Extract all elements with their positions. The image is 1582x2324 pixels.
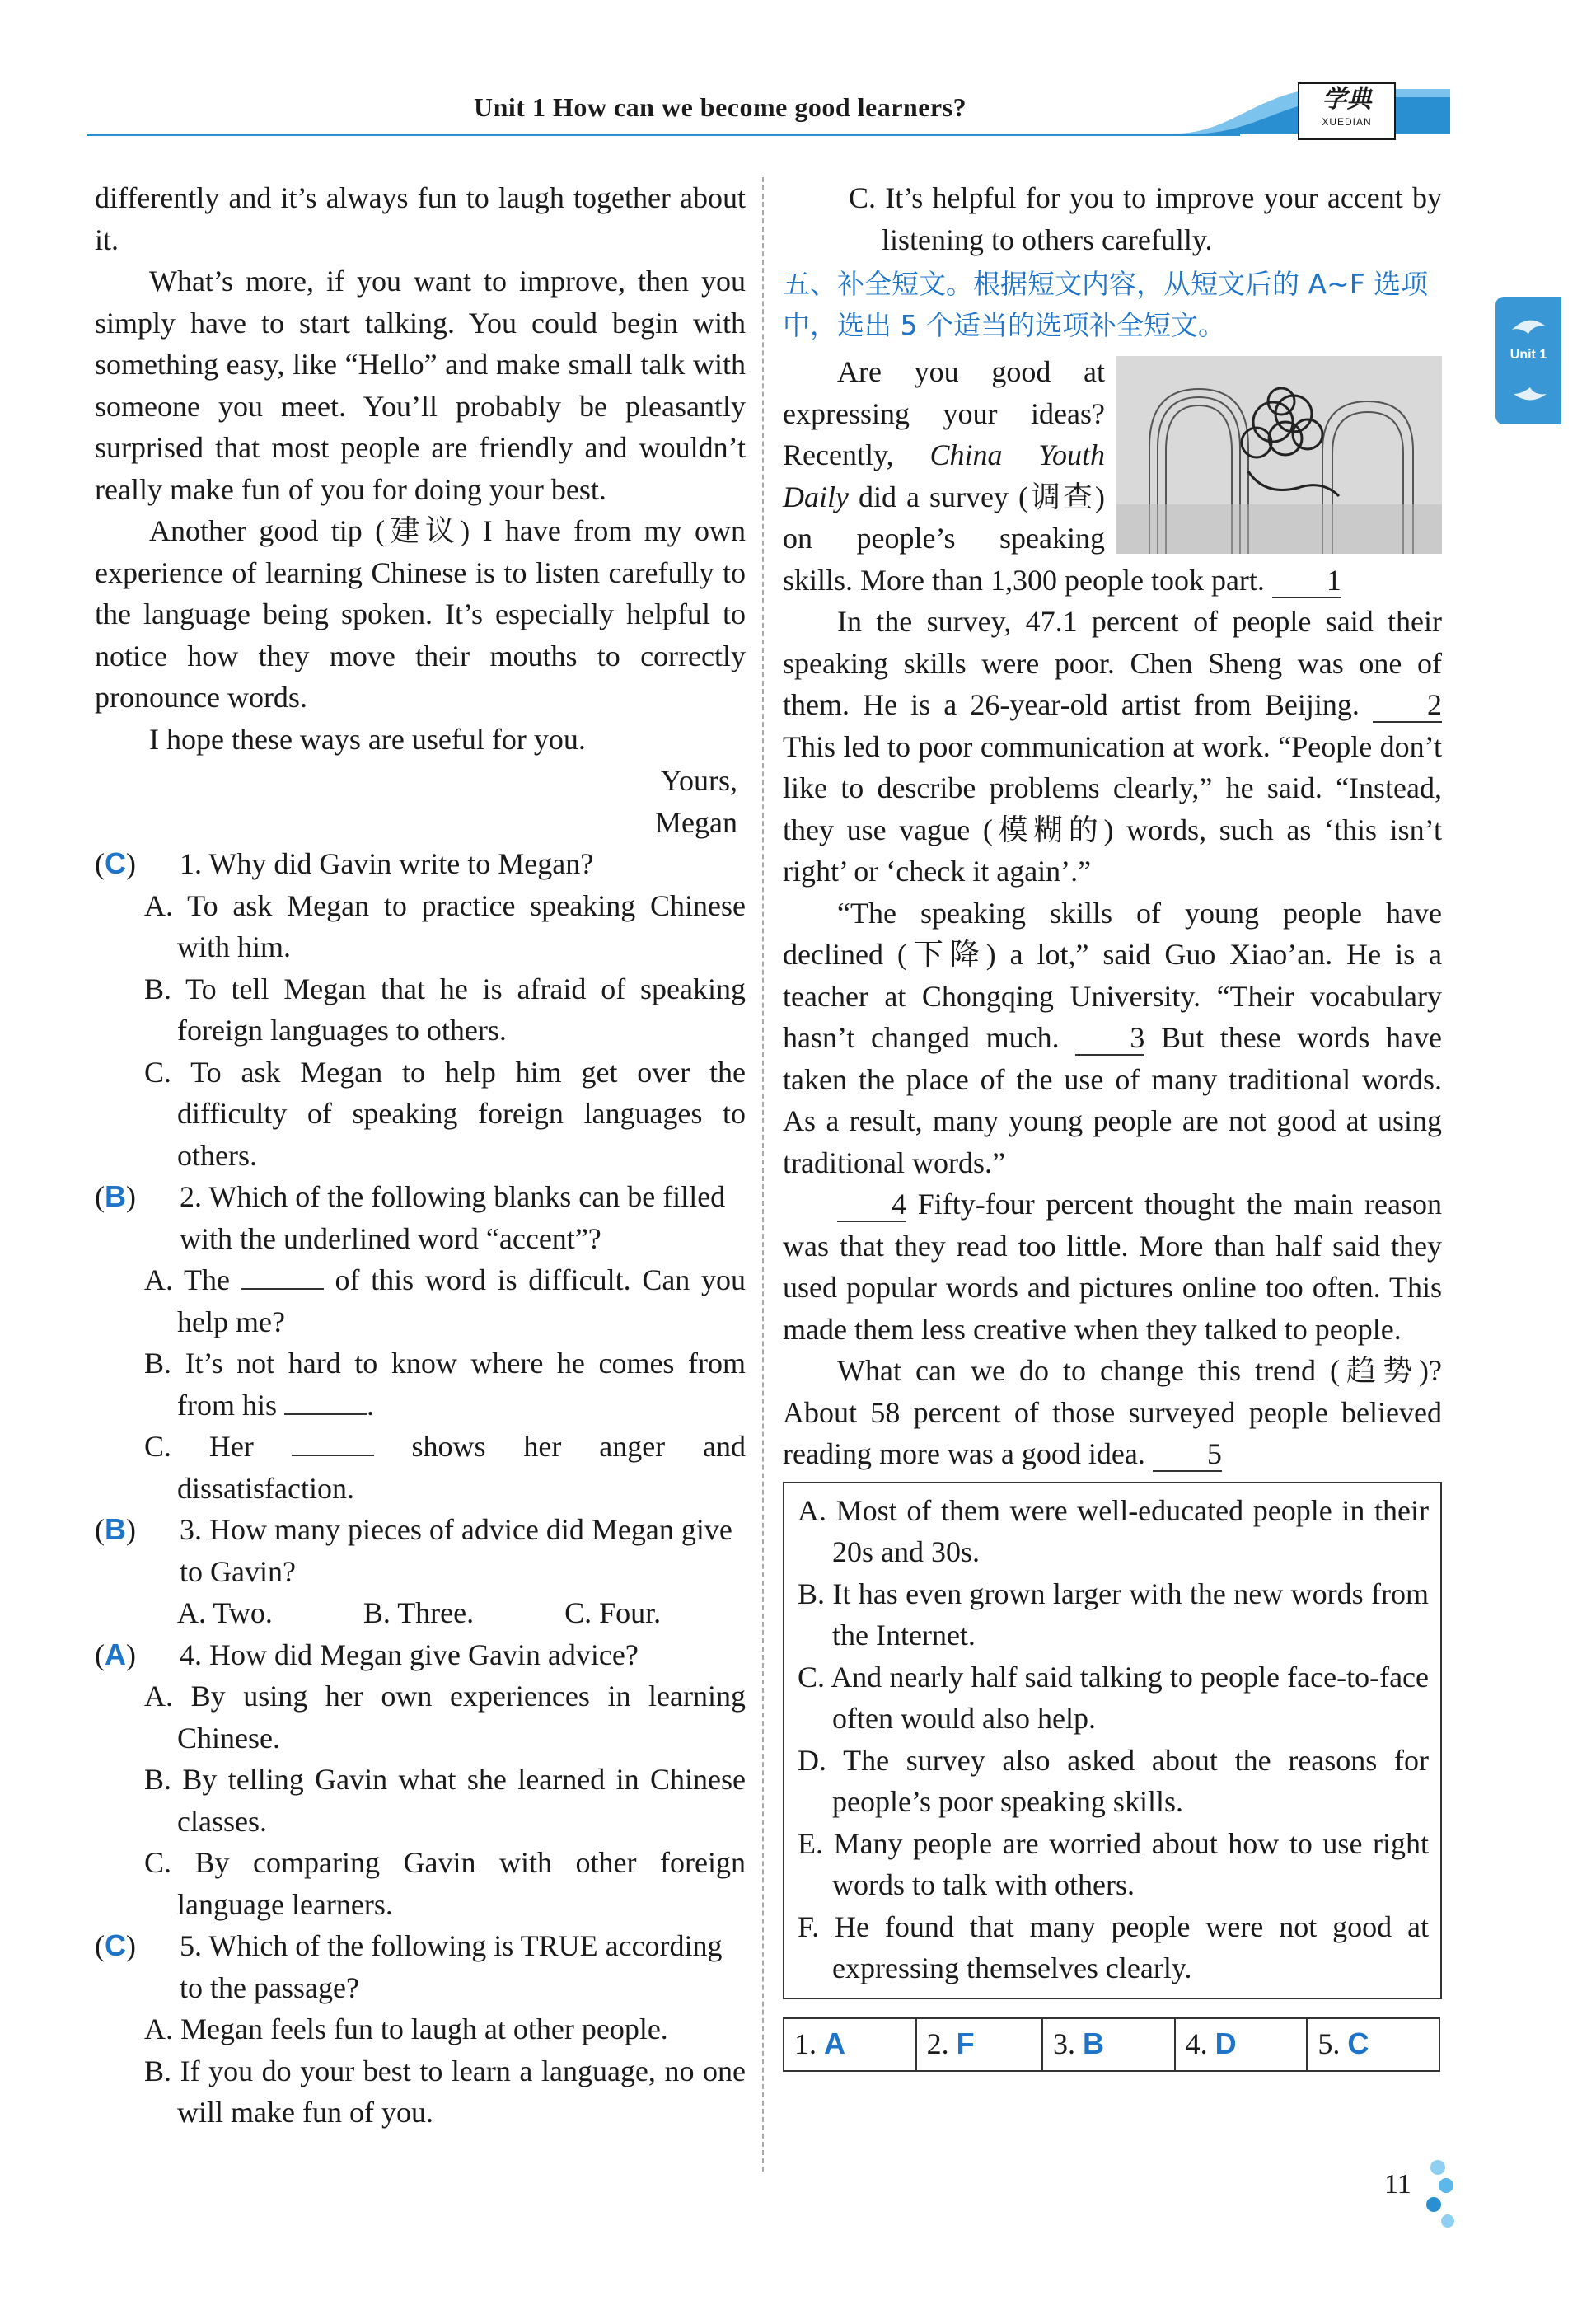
answer-cell <box>1042 2018 1175 2071</box>
question-option: A. By using her own experiences in learning Chinese. <box>144 1680 746 1755</box>
speech-illustration <box>1116 356 1442 554</box>
passage-blank-4: 4 <box>837 1188 906 1222</box>
passage-paragraph <box>783 1350 1442 1475</box>
left-column <box>95 177 746 2134</box>
option-text: of this word is difficult. Can you help me? <box>177 1263 747 1338</box>
passage-blank-1: 1 <box>1272 564 1341 598</box>
choice-option: C. And nearly half said talking to people face-to-face often would also help. <box>798 1660 1429 1735</box>
question-4 <box>95 1634 746 1676</box>
question-option: C. Four. <box>564 1596 662 1629</box>
fill-blank <box>241 1263 324 1290</box>
option-text: C. Her <box>144 1430 254 1463</box>
passage-blank-5: 5 <box>1153 1437 1222 1472</box>
answer-cell <box>1307 2018 1439 2071</box>
question-option: B. Three. <box>363 1596 475 1629</box>
answer-number: 2. <box>926 2027 949 2061</box>
passage-text: Are you good at expressing your ideas? Recently, <box>783 355 1105 471</box>
answer-cell <box>784 2018 916 2071</box>
question-3 <box>95 1509 746 1592</box>
letter-paragraph: differently and it’s always fun to laugh together about it. <box>95 181 746 256</box>
question-option: B. If you do your best to learn a language, no one will make fun of you. <box>144 2054 746 2129</box>
side-tab-label: Unit 1 <box>1509 348 1547 362</box>
fill-blank <box>284 1389 367 1415</box>
question-option: C. By comparing Gavin with other foreign language learners. <box>144 1846 746 1921</box>
passage-text: In the survey, 47.1 percent of people said their speaking skills were poor. Chen Sheng was one of them. He is a 26-year-old artist from Beijing. <box>783 605 1442 721</box>
choice-option: D. The survey also asked about the reasons for people’s poor speaking skills. <box>798 1743 1429 1818</box>
letter-closing: Yours, <box>660 764 737 797</box>
letter-signature: Megan <box>655 805 737 839</box>
question-option <box>95 1426 746 1509</box>
option-text: A. The <box>144 1263 231 1296</box>
question-stem: 2. Which of the following blanks can be filled with the underlined word “accent”? <box>180 1180 726 1255</box>
question-stem: 5. Which of the following is TRUE according to the passage? <box>180 1929 723 2004</box>
answer-number: 5. <box>1318 2027 1341 2061</box>
question-1 <box>95 843 746 885</box>
passage-text: did a survey (调查) on people’s speaking skills. More than 1,300 people took part. <box>783 480 1265 597</box>
page-number: 11 <box>1384 2169 1411 2200</box>
answer-cell <box>1175 2018 1308 2071</box>
answer-number: 3. <box>1053 2027 1075 2061</box>
filled-answer: A <box>105 1637 126 1671</box>
passage-text: “The speaking skills of young people have declined (下降) a lot,” said Guo Xiao’an. He is a teacher at Chongqing University. “Their vocabulary hasn’t changed much. <box>783 896 1442 1054</box>
publisher-logo <box>1298 82 1396 140</box>
question-stem: 3. How many pieces of advice did Megan give to Gavin? <box>180 1513 732 1588</box>
answer-bracket: (C) <box>95 1928 136 1962</box>
page-header-title: Unit 1 How can we become good learners? <box>474 92 967 122</box>
passage-text: But these words have taken the place of the use of many traditional words. As a result, many young people are not good at using traditional words.” <box>783 1021 1442 1179</box>
question-option: B. To tell Megan that he is afraid of speaking foreign languages to others. <box>144 972 746 1047</box>
section-heading: 五、补全短文。根据短文内容，从短文后的 A~F 选项中，选出 5 个适当的选项补全短文。 <box>783 268 1429 341</box>
passage-blank-3: 3 <box>1075 1021 1144 1056</box>
choice-option: E. Many people are worried about how to use right words to talk with others. <box>798 1826 1429 1901</box>
question-2 <box>95 1176 746 1259</box>
letter-paragraph: Another good tip (建议) I have from my own experience of learning Chinese is to listen carefully to the language being spoken. It’s especially helpful to notice how they move their mouths to correctly pronounce words. <box>95 514 746 714</box>
answer-bracket: (B) <box>95 1512 136 1546</box>
passage-text: What can we do to change this trend (趋势)? About 58 percent of those surveyed people believed reading more was a good idea. <box>783 1354 1442 1470</box>
choice-option: A. Most of them were well-educated people in their 20s and 30s. <box>798 1493 1429 1568</box>
answer-letter: C <box>1347 2026 1369 2061</box>
question-option <box>95 1342 746 1426</box>
question-option <box>95 1259 746 1342</box>
passage-paragraph <box>783 1183 1442 1350</box>
header-rule <box>87 134 1240 136</box>
unit-side-tab <box>1495 297 1561 424</box>
answer-cell <box>916 2018 1042 2071</box>
answer-letter: D <box>1215 2026 1237 2061</box>
question-stem: 1. Why did Gavin write to Megan? <box>180 847 594 880</box>
answer-letter: A <box>824 2026 845 2061</box>
answer-bracket: (A) <box>95 1637 136 1671</box>
question-options-row <box>95 1592 746 1634</box>
question-option: A. Megan feels fun to laugh at other people. <box>144 2012 668 2045</box>
page-dots-decoration <box>1413 2151 1454 2233</box>
letter-paragraph: I hope these ways are useful for you. <box>149 722 586 756</box>
logo-chinese-text: 学典 <box>1322 86 1372 113</box>
answer-number: 1. <box>794 2027 817 2061</box>
passage-paragraph <box>783 893 1442 1184</box>
letter-paragraph: What’s more, if you want to improve, then you simply have to start talking. You could begin with something easy, like “Hello” and make small talk with someone you meet. You’ll probably be pleasantly surprised that most people are friendly and wouldn’t really make fun of you for doing your best. <box>95 265 746 506</box>
fill-blank <box>292 1430 374 1456</box>
answer-table <box>783 2017 1440 2072</box>
answer-letter: F <box>956 2026 975 2061</box>
question-option: B. By telling Gavin what she learned in Chinese classes. <box>144 1763 746 1838</box>
question-5 <box>95 1925 746 2008</box>
column-divider <box>762 177 764 2172</box>
answer-number: 4. <box>1185 2027 1208 2061</box>
question-option: C. To ask Megan to help him get over the difficulty of speaking foreign languages to others. <box>144 1055 746 1172</box>
answer-bracket: (B) <box>95 1179 136 1213</box>
filled-answer: B <box>105 1179 126 1213</box>
filled-answer: C <box>105 846 126 880</box>
passage-text: This led to poor communication at work. “People don’t like to describe problems clearly,” he said. “Instead, they use vague (模糊的) words, such as ‘this isn’t right’ or ‘check it again’.” <box>783 729 1442 888</box>
question-option: A. Two. <box>177 1596 273 1629</box>
option-text: . <box>367 1388 374 1422</box>
filled-answer: B <box>105 1512 126 1546</box>
newspaper-name: China Youth Daily <box>783 438 1106 513</box>
option-text: B. It’s not hard to know where he comes from from his <box>144 1347 746 1422</box>
passage-text: Fifty-four percent thought the main reason was that they read too little. More than half said they used popular words and pictures online too often. This made them less creative when they talked to people. <box>783 1188 1443 1346</box>
right-column <box>783 177 1442 2072</box>
question-option: C. It’s helpful for you to improve your accent by listening to others carefully. <box>849 181 1442 256</box>
filled-answer: C <box>105 1928 126 1962</box>
choice-option: B. It has even grown larger with the new words from the Internet. <box>798 1577 1429 1652</box>
answer-bracket: (C) <box>95 846 136 880</box>
choice-option: F. He found that many people were not good at expressing themselves clearly. <box>798 1909 1429 1984</box>
question-stem: 4. How did Megan give Gavin advice? <box>180 1638 639 1671</box>
logo-english-text: XUEDIAN <box>1322 116 1372 128</box>
passage-paragraph <box>783 601 1442 893</box>
passage-blank-2: 2 <box>1373 688 1442 723</box>
choices-box <box>783 1482 1442 1999</box>
option-text: shows her anger and dissatisfaction. <box>177 1430 747 1505</box>
answer-letter: B <box>1083 2026 1104 2061</box>
question-option: A. To ask Megan to practice speaking Chinese with him. <box>144 888 746 963</box>
